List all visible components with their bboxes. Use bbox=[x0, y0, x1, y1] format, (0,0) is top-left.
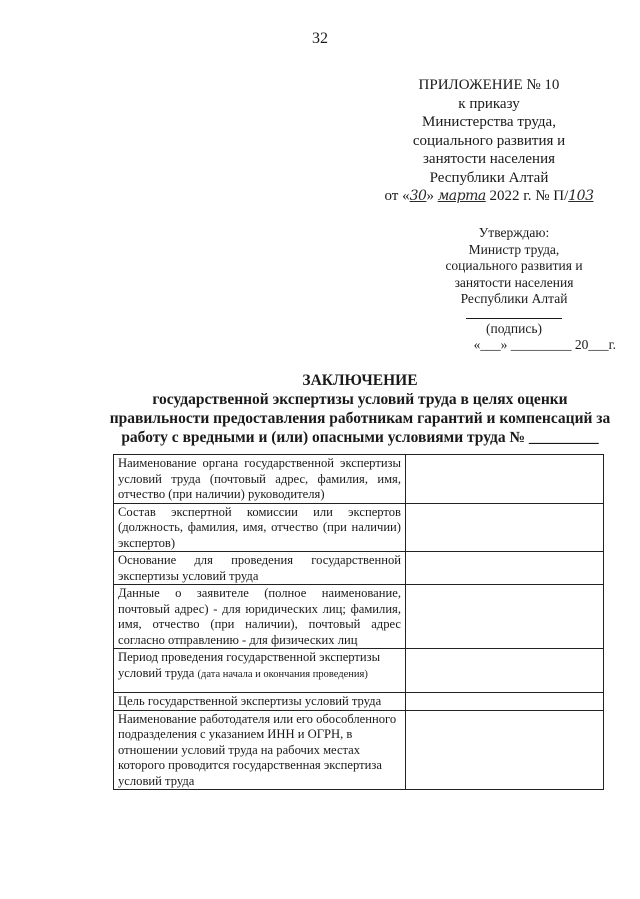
table-row bbox=[114, 649, 604, 693]
conclusion-form-table bbox=[113, 454, 604, 790]
table-row bbox=[114, 710, 604, 790]
row-label: Цель государственной экспертизы условий труда bbox=[114, 693, 406, 711]
table-row bbox=[114, 693, 604, 711]
row-label: Данные о заявителе (полное наименование, почтовый адрес) - для юридических лиц; фамилия, имя, отчество (при наличии), почтовый адрес согласно отправлению - для физических лиц bbox=[114, 585, 406, 649]
approval-block bbox=[400, 225, 628, 354]
row-value-field[interactable] bbox=[406, 693, 604, 711]
table-row bbox=[114, 585, 604, 649]
appendix-date-line bbox=[360, 187, 618, 206]
order-number-handwritten: 103 bbox=[568, 188, 594, 204]
document-title bbox=[100, 371, 620, 447]
row-label-cell bbox=[114, 649, 406, 693]
title-heading: ЗАКЛЮЧЕНИЕ bbox=[302, 372, 418, 389]
approval-line-3: занятости населения bbox=[454, 274, 574, 290]
row-value-field[interactable] bbox=[406, 585, 604, 649]
appendix-line-2: Министерства труда, bbox=[422, 114, 556, 130]
row-value-field[interactable] bbox=[406, 710, 604, 790]
signature-caption: (подпись) bbox=[485, 320, 543, 336]
row-label: Период проведения государственной экспертизы условий труда bbox=[118, 650, 381, 680]
appendix-title: ПРИЛОЖЕНИЕ № 10 bbox=[418, 77, 560, 93]
table-row bbox=[114, 552, 604, 585]
appendix-line-1: к приказу bbox=[458, 95, 520, 112]
table-row bbox=[114, 503, 604, 552]
approval-line-1: Министр труда, bbox=[468, 241, 560, 257]
page-number: 32 bbox=[312, 30, 328, 47]
row-value-field[interactable] bbox=[406, 552, 604, 585]
appendix-line-3: социального развития и bbox=[412, 132, 566, 149]
signature-line bbox=[466, 318, 562, 319]
date-prefix: от « bbox=[384, 188, 410, 204]
row-label: Наименование органа государственной экспертизы условий труда (почтовый адрес, фамилия, имя, отчество (при наличии) руководителя) bbox=[114, 455, 406, 504]
date-mid: » bbox=[426, 188, 438, 204]
date-month-handwritten: марта bbox=[437, 188, 486, 204]
approval-line-4: Республики Алтай bbox=[460, 291, 568, 306]
title-line-3: работу с вредными и (или) опасными условиями труда № _________ bbox=[121, 429, 599, 446]
row-label: Основание для проведения государственной экспертизы условий труда bbox=[114, 552, 406, 585]
approval-line-2: социального развития и bbox=[445, 258, 583, 273]
appendix-header bbox=[360, 76, 618, 206]
row-label: Состав экспертной комиссии или экспертов (должность, фамилия, имя, отчество (при наличии) экспертов) bbox=[114, 503, 406, 552]
date-day-handwritten: 30 bbox=[409, 188, 427, 204]
row-value-field[interactable] bbox=[406, 649, 604, 693]
approval-date: «___» _________ 20___г. bbox=[473, 337, 616, 352]
row-label-note: (дата начала и окончания проведения) bbox=[197, 668, 368, 680]
row-label: Наименование работодателя или его обособленного подразделения с указанием ИНН и ОГРН, в отношении условий труда на рабочих местах которого проводится государственная экспертиза условий труда bbox=[114, 710, 406, 790]
date-year: 2022 г. № П/ bbox=[485, 188, 569, 204]
table-row bbox=[114, 455, 604, 504]
row-value-field[interactable] bbox=[406, 455, 604, 504]
approval-label: Утверждаю: bbox=[478, 225, 550, 240]
appendix-line-4: занятости населения bbox=[422, 151, 555, 167]
appendix-line-5: Республики Алтай bbox=[429, 169, 549, 186]
row-value-field[interactable] bbox=[406, 503, 604, 552]
title-line-1: государственной экспертизы условий труда в целях оценки bbox=[152, 391, 568, 408]
title-line-2: правильности предоставления работникам гарантий и компенсаций за bbox=[109, 410, 611, 427]
